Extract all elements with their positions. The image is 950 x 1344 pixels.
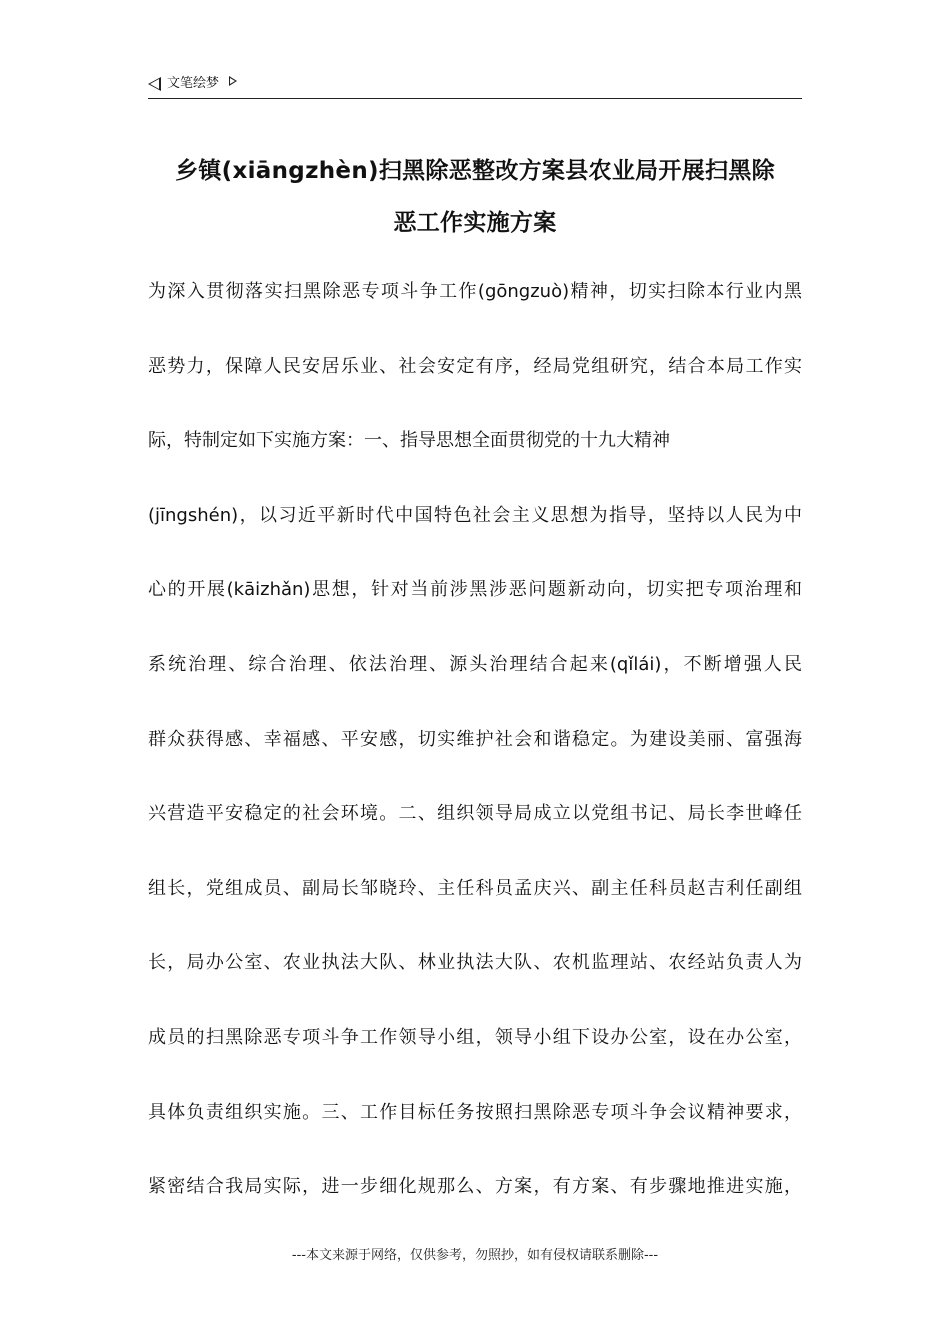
body-line: 心的开展(kāizhǎn)思想，针对当前涉黑涉恶问题新动向，切实把专项治理和 <box>148 579 802 601</box>
header-brand: 文笔绘梦 <box>167 76 220 91</box>
body-line: 恶势力，保障人民安居乐业、社会安定有序，经局党组研究，结合本局工作实 <box>148 355 802 377</box>
body-line: 际，特制定如下实施方案：一、指导思想全面贯彻党的十九大精神 <box>148 430 670 452</box>
body-line: 紧密结合我局实际，进一步细化规那么、方案，有方案、有步骤地推进实施， <box>148 1176 802 1198</box>
body-line: 为深入贯彻落实扫黑除恶专项斗争工作(gōngzuò)精神，切实扫除本行业内黑 <box>148 281 802 302</box>
body-line: (jīngshén)，以习近平新时代中国特色社会主义思想为指导，坚持以人民为中 <box>148 504 802 526</box>
page-footer: ---本文来源于网络，仅供参考，勿照抄，如有侵权请联系删除--- <box>291 1248 659 1263</box>
left-triangle-icon <box>148 77 161 91</box>
right-triangle-icon <box>229 76 237 86</box>
body-line: 成员的扫黑除恶专项斗争工作领导小组，领导小组下设办公室，设在办公室， <box>148 1026 802 1048</box>
document-title <box>148 145 802 249</box>
body-line: 兴营造平安稳定的社会环境。二、组织领导局成立以党组书记、局长李世峰任 <box>148 803 802 825</box>
body-line: 长，局办公室、农业执法大队、林业执法大队、农机监理站、农经站负责人为 <box>148 952 802 974</box>
body-line: 组长，党组成员、副局长邹晓玲、主任科员孟庆兴、副主任科员赵吉利任副组 <box>148 877 802 899</box>
title-line-2: 恶工作实施方案 <box>393 210 557 236</box>
body-line: 群众获得感、幸福感、平安感，切实维护社会和谐稳定。为建设美丽、富强海 <box>148 728 802 750</box>
title-line-1: 乡镇(xiāngzhèn)扫黑除恶整改方案县农业局开展扫黑除 <box>175 158 775 184</box>
body-line: 系统治理、综合治理、依法治理、源头治理结合起来(qǐlái)，不断增强人民 <box>148 653 802 675</box>
body-line: 具体负责组织实施。三、工作目标任务按照扫黑除恶专项斗争会议精神要求， <box>148 1101 802 1123</box>
header-brand-group <box>148 74 237 94</box>
document-body <box>148 255 802 1225</box>
page-header <box>148 74 802 99</box>
